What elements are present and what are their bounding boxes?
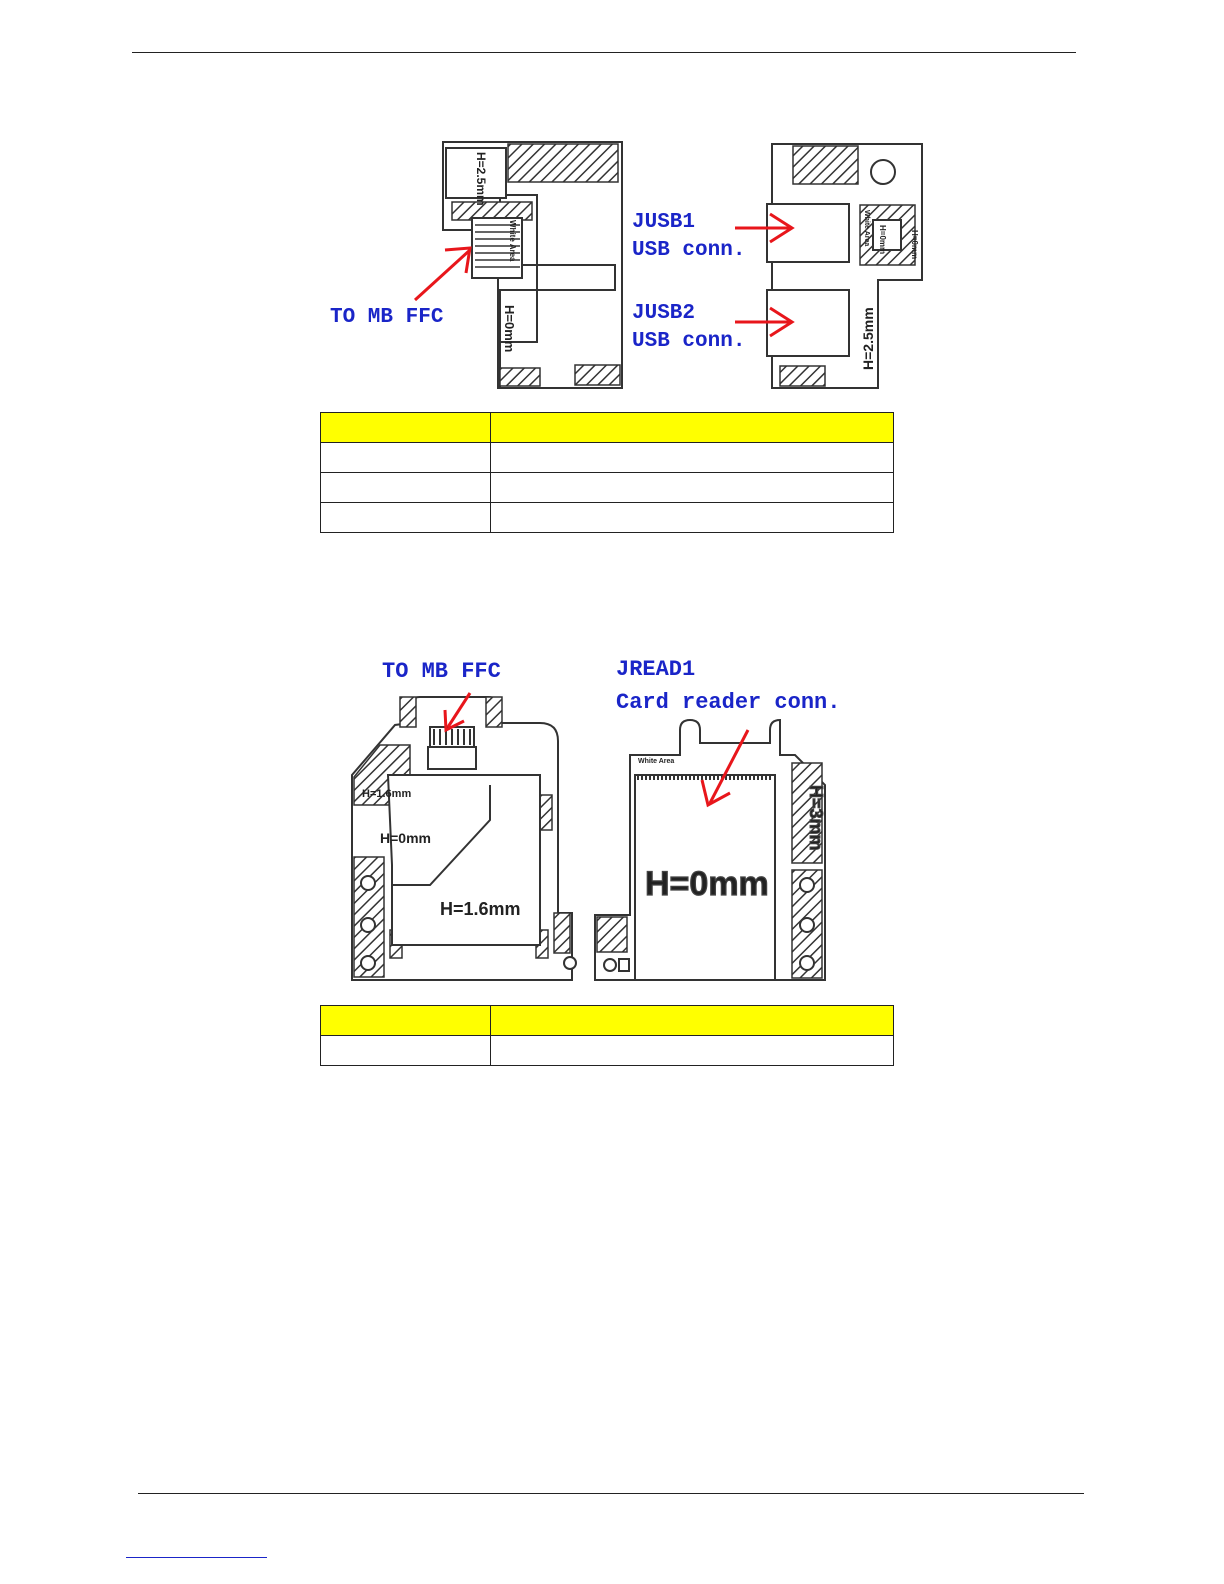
- table-header-row: [321, 1006, 894, 1036]
- card-reader-board-diagram: [340, 645, 920, 990]
- small-pad: [619, 959, 629, 971]
- mount-hole: [604, 959, 616, 971]
- ffc-label: TO MB FFC: [330, 306, 444, 329]
- jusb1-label: JUSB1: [632, 211, 696, 234]
- table-cell: [491, 503, 894, 533]
- footer-link-underline[interactable]: [126, 1557, 267, 1558]
- ffc-connector: [428, 747, 476, 769]
- table-cell: [321, 443, 491, 473]
- h0-small-marking: H=0mm: [878, 225, 887, 255]
- table-header-cell: [321, 413, 491, 443]
- hatch-area: [597, 917, 627, 952]
- footer-rule: [138, 1493, 1084, 1494]
- white-area-marking: White Area: [863, 210, 870, 247]
- h16-big-marking: H=1.6mm: [440, 899, 521, 919]
- hatch-area: [554, 913, 570, 953]
- hatch-area: [575, 365, 620, 385]
- hatch-area: [500, 368, 540, 386]
- h0-small-marking: H=0mm: [910, 230, 919, 260]
- ffc-pins: [434, 729, 470, 745]
- white-area-marking: White Area: [508, 220, 517, 262]
- header-rule: [132, 52, 1076, 53]
- card-reader-connector-table: [320, 1005, 894, 1066]
- usb-port-1: [767, 204, 849, 262]
- table-row: [321, 443, 894, 473]
- mount-hole: [361, 918, 375, 932]
- h25-top-marking: H=2.5mm: [474, 152, 488, 206]
- ffc-arrow: [415, 248, 470, 300]
- h3-marking: H=3mm: [806, 785, 826, 851]
- table-header-cell: [491, 1006, 894, 1036]
- white-area-marking: White Area: [638, 758, 675, 765]
- usb-board-connector-table: [320, 412, 894, 533]
- h0-marking: H=0mm: [502, 305, 517, 353]
- table-header-cell: [491, 413, 894, 443]
- mount-hole: [800, 956, 814, 970]
- table-header-cell: [321, 1006, 491, 1036]
- h0-big-marking: H=0mm: [645, 865, 769, 903]
- jusb2-label: JUSB2: [632, 302, 696, 325]
- table-cell: [491, 443, 894, 473]
- mount-hole: [871, 160, 895, 184]
- table-cell: [321, 1036, 491, 1066]
- jusb1-desc-label: USB conn.: [632, 239, 746, 262]
- mount-hole: [800, 918, 814, 932]
- h16-small-marking: H=1.6mm: [362, 788, 412, 800]
- mount-hole: [564, 957, 576, 969]
- mount-hole: [800, 878, 814, 892]
- hatch-area: [400, 697, 416, 727]
- jread1-desc-label: Card reader conn.: [616, 690, 841, 715]
- mount-hole: [361, 876, 375, 890]
- jread1-label: JREAD1: [616, 657, 696, 682]
- component-outline: [388, 775, 540, 945]
- table-cell: [491, 473, 894, 503]
- hatch-area: [508, 144, 618, 182]
- usb-board-diagram: [320, 130, 930, 395]
- table-cell: [491, 1036, 894, 1066]
- hatch-area: [486, 697, 502, 727]
- table-row: [321, 1036, 894, 1066]
- h25-right-marking: H=2.5mm: [860, 307, 876, 370]
- h0-left-marking: H=0mm: [380, 830, 431, 846]
- table-cell: [321, 473, 491, 503]
- hatch-area: [793, 146, 858, 184]
- jusb2-desc-label: USB conn.: [632, 330, 746, 353]
- table-row: [321, 473, 894, 503]
- ffc-label: TO MB FFC: [382, 659, 501, 684]
- table-cell: [321, 503, 491, 533]
- table-header-row: [321, 413, 894, 443]
- hatch-area: [780, 366, 825, 386]
- table-row: [321, 503, 894, 533]
- mount-hole: [361, 956, 375, 970]
